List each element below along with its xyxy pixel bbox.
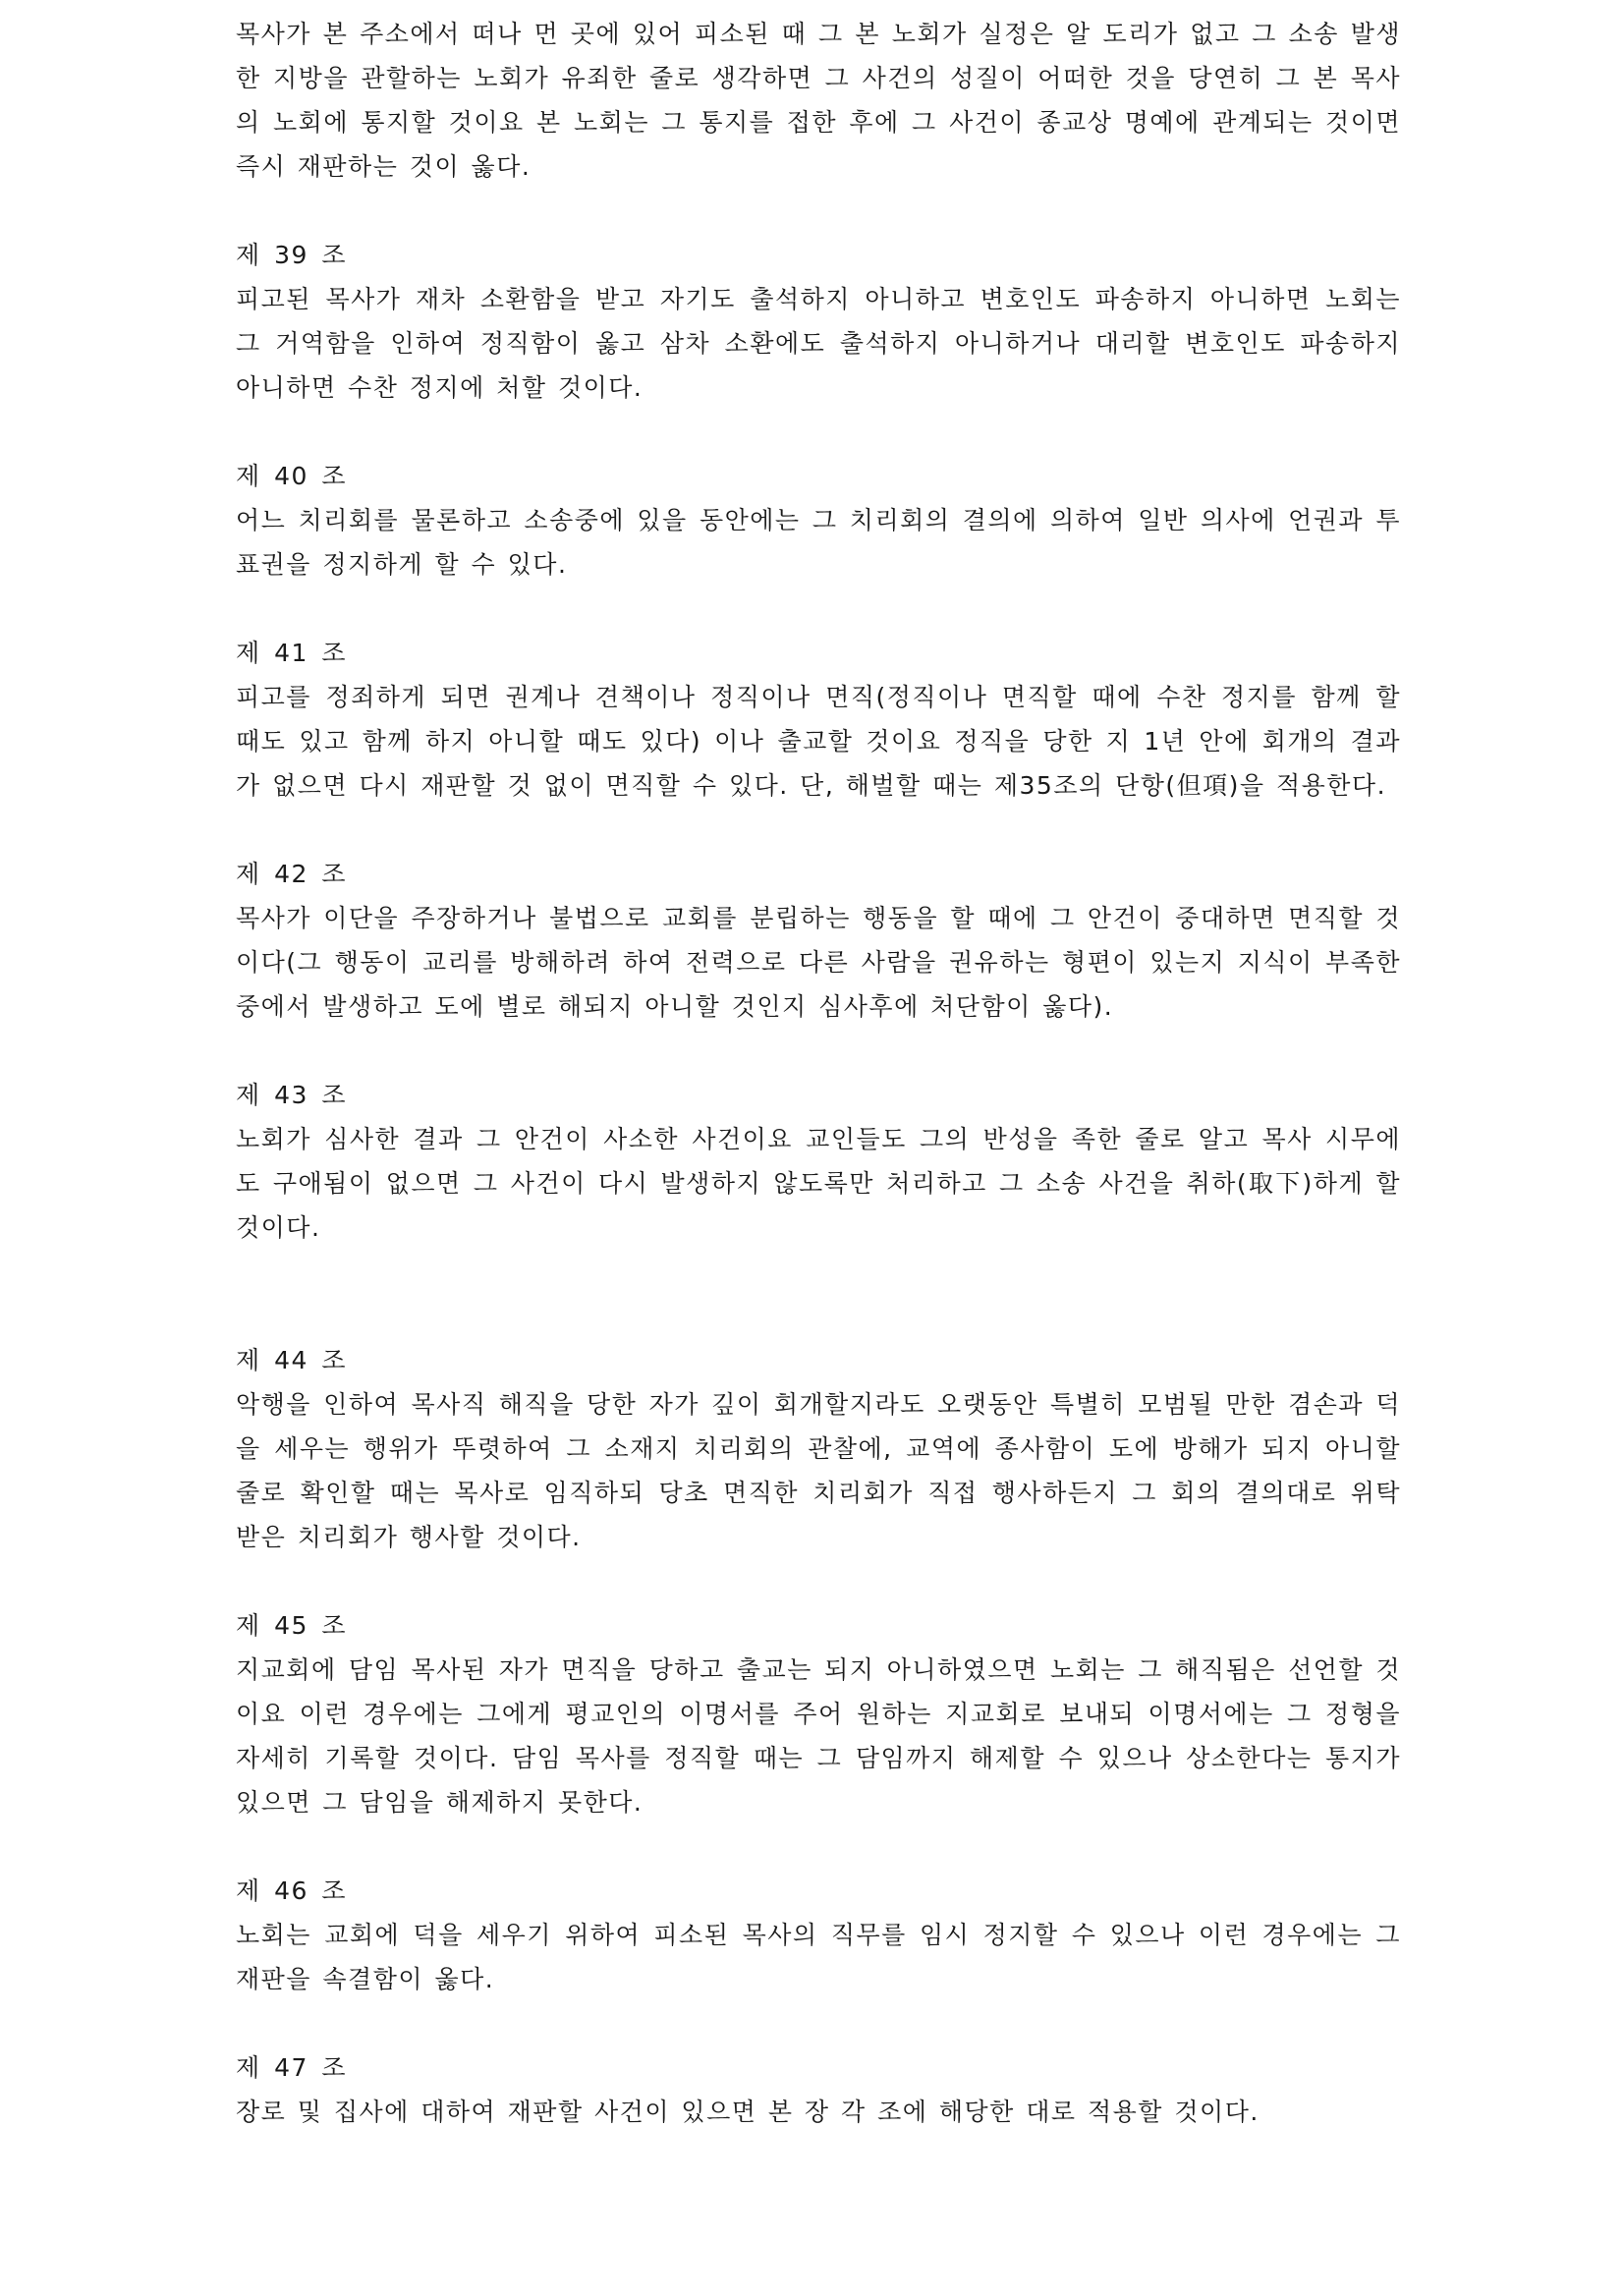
article-heading: 제 40 조: [236, 462, 348, 490]
article-text: 노회가 심사한 결과 그 안건이 사소한 사건이요 교인들도 그의 반성을 족한 줄로 알고 목사 시무에도 구애됨이 없으면 그 사건이 다시 발생하지 않도록만 처리하고 그 소송 사건을 취하(取下)하게 할 것이다.: [236, 1125, 1401, 1242]
article-heading: 제 44 조: [236, 1346, 348, 1374]
article-heading: 제 43 조: [236, 1081, 348, 1109]
article-heading: 제 39 조: [236, 241, 348, 269]
article-heading: 제 46 조: [236, 1876, 348, 1905]
article-text: 어느 치리회를 물론하고 소송중에 있을 동안에는 그 치리회의 결의에 의하여 일반 의사에 언권과 투표권을 정지하게 할 수 있다.: [236, 506, 1401, 579]
article-44: [236, 1338, 1401, 1559]
article-45: [236, 1603, 1401, 1824]
article-46: [236, 1869, 1401, 2001]
article-43: [236, 1073, 1401, 1250]
article-40: [236, 454, 1401, 587]
article-heading: 제 45 조: [236, 1611, 348, 1640]
article-42: [236, 852, 1401, 1029]
article-heading: 제 42 조: [236, 860, 348, 888]
article-text: 피고를 정죄하게 되면 권계나 견책이나 정직이나 면직(정직이나 면직할 때에 수찬 정지를 함께 할 때도 있고 함께 하지 아니할 때도 있다) 이나 출교할 것이요 정직을 당한 지 1년 안에 회개의 결과가 없으면 다시 재판할 것 없이 면직할 수 있다. 단, 해벌할 때는 제35조의 단항(但項)을 적용한다.: [236, 683, 1401, 800]
article-41: [236, 631, 1401, 808]
article-text: 목사가 이단을 주장하거나 불법으로 교회를 분립하는 행동을 할 때에 그 안건이 중대하면 면직할 것이다(그 행동이 교리를 방해하려 하여 전력으로 다른 사람을 권유하는 형편이 있는지 지식이 부족한 중에서 발생하고 도에 별로 해되지 아니할 것인지 심사후에 처단함이 옳다).: [236, 904, 1401, 1021]
article-39: [236, 233, 1401, 410]
article-heading: 제 47 조: [236, 2053, 348, 2082]
article-47: [236, 2045, 1401, 2134]
article-text: 피고된 목사가 재차 소환함을 받고 자기도 출석하지 아니하고 변호인도 파송하지 아니하면 노회는 그 거역함을 인하여 정직함이 옳고 삼차 소환에도 출석하지 아니하거나 대리할 변호인도 파송하지 아니하면 수찬 정지에 처할 것이다.: [236, 285, 1401, 402]
article-text: 노회는 교회에 덕을 세우기 위하여 피소된 목사의 직무를 임시 정지할 수 있으나 이런 경우에는 그 재판을 속결함이 옳다.: [236, 1921, 1401, 1993]
article-heading: 제 41 조: [236, 639, 348, 667]
article-text: 악행을 인하여 목사직 해직을 당한 자가 깊이 회개할지라도 오랫동안 특별히 모범될 만한 겸손과 덕을 세우는 행위가 뚜렷하여 그 소재지 치리회의 관찰에, 교역에 종사함이 도에 방해가 되지 아니할 줄로 확인할 때는 목사로 임직하되 당초 면직한 치리회가 직접 행사하든지 그 회의 결의대로 위탁 받은 치리회가 행사할 것이다.: [236, 1390, 1401, 1551]
article-text: 장로 및 집사에 대하여 재판할 사건이 있으면 본 장 각 조에 해당한 대로 적용할 것이다.: [236, 2098, 1260, 2126]
article-38-continuation: 목사가 본 주소에서 떠나 먼 곳에 있어 피소된 때 그 본 노회가 실정은 알 도리가 없고 그 소송 발생한 지방을 관할하는 노회가 유죄한 줄로 생각하면 그 사건의 성질이 어떠한 것을 당연히 그 본 목사의 노회에 통지할 것이요 본 노회는 그 통지를 접한 후에 그 사건이 종교상 명예에 관계되는 것이면 즉시 재판하는 것이 옳다.: [236, 20, 1401, 181]
document-page: [236, 12, 1401, 2134]
article-text: 지교회에 담임 목사된 자가 면직을 당하고 출교는 되지 아니하였으면 노회는 그 해직됨은 선언할 것이요 이런 경우에는 그에게 평교인의 이명서를 주어 원하는 지교회로 보내되 이명서에는 그 정형을 자세히 기록할 것이다. 담임 목사를 정직할 때는 그 담임까지 해제할 수 있으나 상소한다는 통지가 있으면 그 담임을 해제하지 못한다.: [236, 1655, 1401, 1817]
